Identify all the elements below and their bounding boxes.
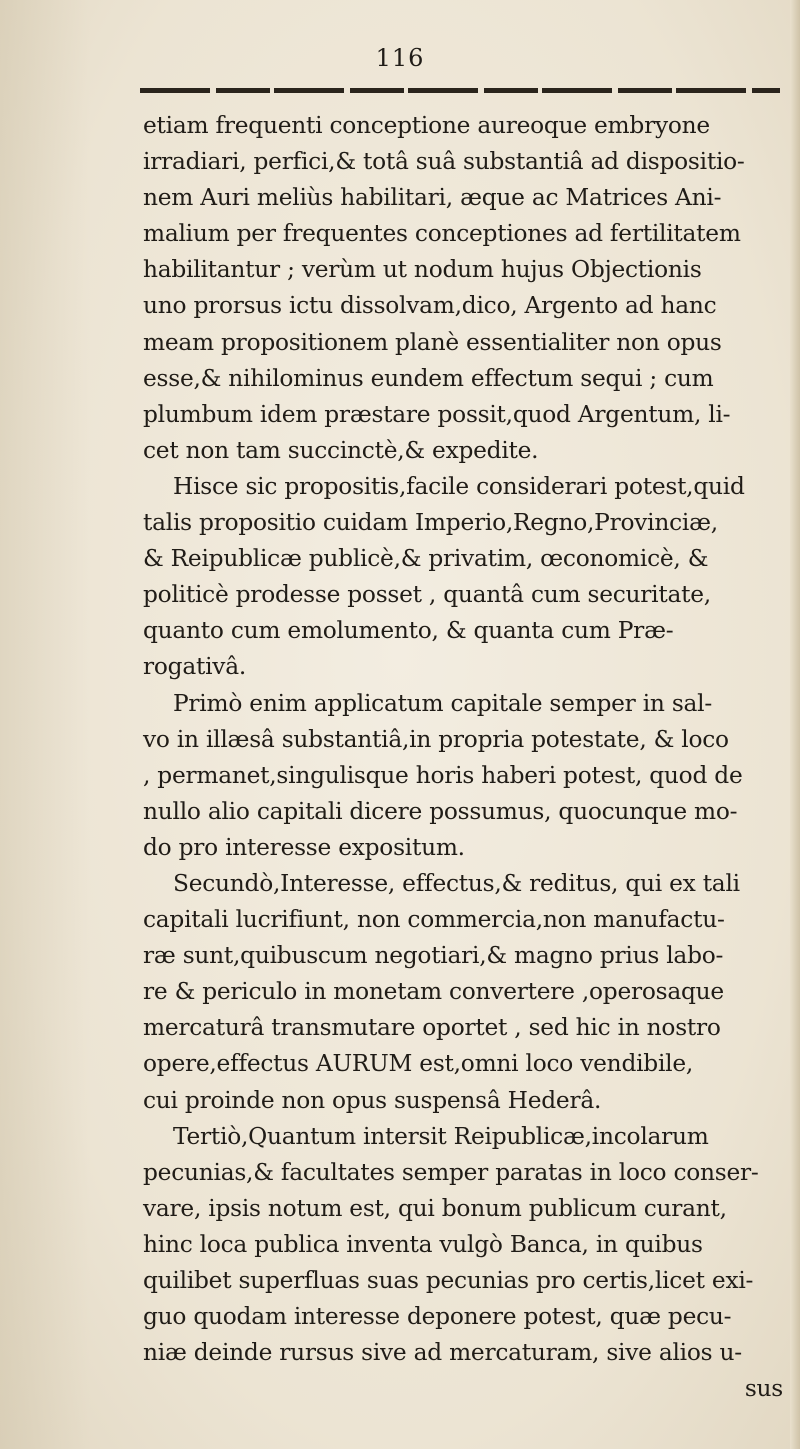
text-line: , permanet,singulisque horis haberi potest, quod de <box>143 761 743 789</box>
paragraph-start: Primò enim applicatum capitale semper in sal- <box>173 689 712 717</box>
text-line: guo quodam interesse deponere potest, quæ pecu- <box>143 1303 732 1331</box>
text-line: malium per frequentes conceptiones ad fertilitatem <box>143 220 741 248</box>
text-line: esse,& nihilominus eundem effectum sequi ; cum <box>143 364 714 392</box>
text-line: nullo alio capitali dicere possumus, quocunque mo- <box>143 797 738 825</box>
text-line: nem Auri meliùs habilitari, æque ac Matrices Ani- <box>143 184 722 212</box>
text-line: hinc loca publica inventa vulgò Banca, in quibus <box>143 1230 703 1258</box>
text-line: niæ deinde rursus sive ad mercaturam, sive alios u- <box>143 1339 742 1367</box>
page-gutter-shadow <box>0 0 90 1449</box>
text-line: talis propositio cuidam Imperio,Regno,Provinciæ, <box>143 509 718 537</box>
text-line: vare, ipsis notum est, qui bonum publicum curant, <box>143 1194 727 1222</box>
text-line: habilitantur ; verùm ut nodum hujus Objectionis <box>143 256 702 284</box>
body-text <box>143 108 783 1407</box>
catchword: sus <box>744 1375 783 1403</box>
text-line: meam propositionem planè essentialiter non opus <box>143 328 722 356</box>
header-rule <box>140 88 780 93</box>
text-line: uno prorsus ictu dissolvam,dico, Argento ad hanc <box>143 292 717 320</box>
text-line: plumbum idem præstare possit,quod Argentum, li- <box>143 400 731 428</box>
page-number: 116 <box>375 44 425 72</box>
page-edge <box>790 0 800 1449</box>
text-line: re & periculo in monetam convertere ,operosaque <box>143 978 724 1006</box>
text-line: cui proinde non opus suspensâ Hederâ. <box>143 1086 602 1114</box>
text-line: mercaturâ transmutare oportet , sed hic in nostro <box>143 1014 721 1042</box>
text-line: & Reipublicæ publicè,& privatim, œconomicè, & <box>143 545 709 573</box>
text-line: do pro interesse expositum. <box>143 833 465 861</box>
text-line: opere,effectus AURUM est,omni loco vendibile, <box>143 1050 694 1078</box>
text-line: etiam frequenti conceptione aureoque embryone <box>143 112 710 139</box>
text-line: irradiari, perfici,& totâ suâ substantiâ ad dispositio- <box>143 148 745 176</box>
text-line: politicè prodesse posset , quantâ cum securitate, <box>143 581 711 609</box>
text-line: capitali lucrifiunt, non commercia,non manufactu- <box>143 906 725 934</box>
text-line: ræ sunt,quibuscum negotiari,& magno prius labo- <box>143 942 724 970</box>
text-line: quilibet superfluas suas pecunias pro certis,licet exi- <box>143 1267 754 1294</box>
text-line: cet non tam succinctè,& expedite. <box>143 436 539 464</box>
paragraph-start: Hisce sic propositis,facile considerari potest,quid <box>173 472 745 500</box>
text-line: rogativâ. <box>143 653 246 681</box>
paragraph-start: Secundò,Interesse, effectus,& reditus, qui ex tali <box>173 869 740 897</box>
text-line: pecunias,& facultates semper paratas in loco conser- <box>143 1158 759 1186</box>
text-line: vo in illæsâ substantiâ,in propria potestate, & loco <box>143 725 729 753</box>
paragraph-start: Tertiò,Quantum intersit Reipublicæ,incolarum <box>173 1122 709 1150</box>
text-line: quanto cum emolumento, & quanta cum Præ- <box>143 617 674 645</box>
